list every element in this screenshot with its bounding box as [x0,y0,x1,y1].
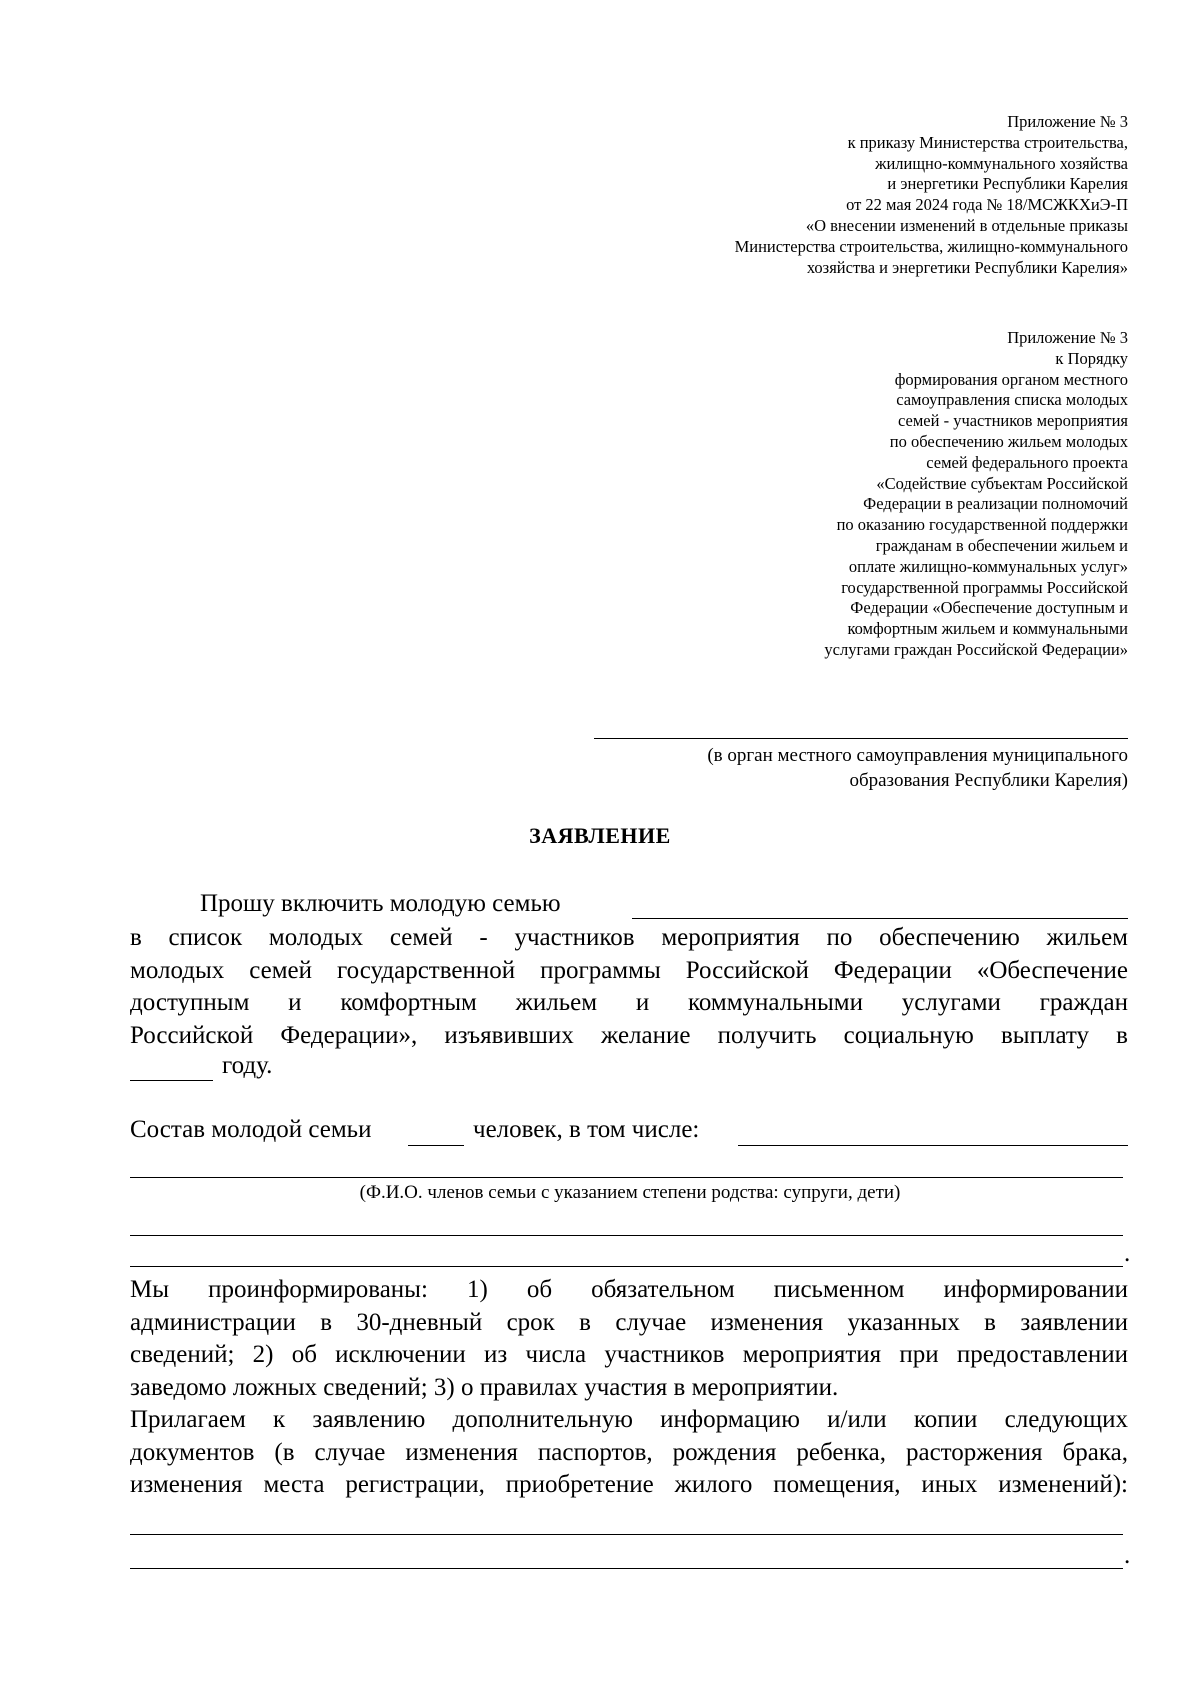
attachments-line: Прилагаем к заявлению дополнительную информацию и/или копии следующих [130,1406,1128,1433]
informed-paragraph [130,1274,1128,1404]
appendix-order-line: оплате жилищно-коммунальных услуг» [848,556,1128,576]
appendix-main-header [735,112,1128,278]
appendix-order-line: формирования органом местного [894,369,1128,389]
appendix-main-line: и энергетики Республики Карелия [887,174,1128,194]
request-line: молодых семей государственной программы Российской Федерации «Обеспечение [130,956,1128,984]
appendix-order-line: «Содействие субъектам Российской [876,473,1128,493]
appendix-main-line: жилищно-коммунального хозяйства [875,153,1128,173]
appendix-order-line: семей - участников мероприятия [898,411,1128,431]
appendix-order-line: Федерации «Обеспечение доступным и [850,598,1128,618]
appendix-order-line: государственной программы Российской [841,577,1128,597]
family-members-blank-line[interactable] [738,1145,1128,1146]
family-end-mark: . [1124,1240,1131,1267]
appendix-order-line: по оказанию государственной поддержки [836,515,1128,535]
document-title: ЗАЯВЛЕНИЕ [529,823,671,848]
appendix-main-line: к приказу Министерства строительства, [847,132,1128,152]
family-composition-label: Состав молодой семьи [130,1116,372,1143]
informed-line: администрации в 30-дневный срок в случае изменения указанных в заявлении [130,1308,1128,1336]
informed-line: Мы проинформированы: 1) об обязательном письменном информировании [130,1276,1128,1303]
informed-line: заведомо ложных сведений; 3) о правилах участия в мероприятии. [130,1373,839,1401]
appendix-order-line: услугами граждан Российской Федерации» [824,639,1128,659]
recipient-blank-line[interactable] [594,738,1128,739]
appendix-order-line: к Порядку [1055,348,1128,368]
appendix-main-line: «О внесении изменений в отдельные приказы [805,215,1128,235]
attachments-line: изменения места регистрации, приобретение жилого помещения, иных изменений): [130,1471,1128,1498]
appendix-order-line: Федерации в реализации полномочий [863,494,1128,514]
family-members-line-2[interactable] [130,1235,1123,1236]
appendix-main-line: хозяйства и энергетики Республики Карелия» [806,257,1128,277]
appendix-order-line: семей федерального проекта [926,452,1128,472]
attachments-line-1[interactable] [130,1534,1123,1535]
family-members-line-1[interactable] [130,1177,1123,1178]
family-members-line-3[interactable] [130,1266,1123,1267]
year-blank-line[interactable] [130,1080,213,1081]
recipient-caption-line: образования Республики Карелия) [849,770,1128,791]
appendix-main-line: от 22 мая 2024 года № 18/МСЖКХиЭ-П [846,195,1128,215]
attachments-line-2[interactable] [130,1568,1123,1569]
appendix-order-line: комфортным жильем и коммунальными [847,619,1128,639]
attachments-end-mark: . [1124,1542,1131,1569]
request-intro-text: Прошу включить молодую семью [200,890,561,917]
appendix-order-header [824,328,1128,661]
request-line: в список молодых семей - участников мероприятия по обеспечению жильем [130,924,1128,951]
recipient-caption [707,743,1128,793]
family-members-caption: (Ф.И.О. членов семьи с указанием степени родства: супруги, дети) [359,1182,901,1203]
appendix-main-line: Министерства строительства, жилищно-коммунального [734,236,1128,256]
appendix-order-line: по обеспечению жильем молодых [889,431,1128,451]
family-composition-middle: человек, в том числе: [473,1116,700,1143]
informed-line: сведений; 2) об исключении из числа участников мероприятия при предоставлении [130,1341,1128,1368]
request-line: Российской Федерации», изъявивших желание получить социальную выплату в [130,1021,1128,1049]
appendix-order-line: гражданам в обеспечении жильем и [875,535,1128,555]
family-size-blank-line[interactable] [408,1145,464,1146]
attachments-line: документов (в случае изменения паспортов, рождения ребенка, расторжения брака, [130,1438,1128,1466]
recipient-caption-line: (в орган местного самоуправления муниципального [707,745,1128,766]
attachments-paragraph [130,1404,1128,1502]
family-name-blank-line[interactable] [632,918,1128,919]
appendix-order-line: самоуправления списка молодых [896,390,1128,410]
request-first-line [200,890,1200,918]
appendix-main-line: Приложение № 3 [1007,112,1128,131]
year-suffix: году. [222,1052,273,1079]
appendix-order-line: Приложение № 3 [1007,328,1128,347]
request-paragraph [130,922,1128,1052]
request-line: доступным и комфортным жильем и коммунальными услугами граждан [130,989,1128,1016]
